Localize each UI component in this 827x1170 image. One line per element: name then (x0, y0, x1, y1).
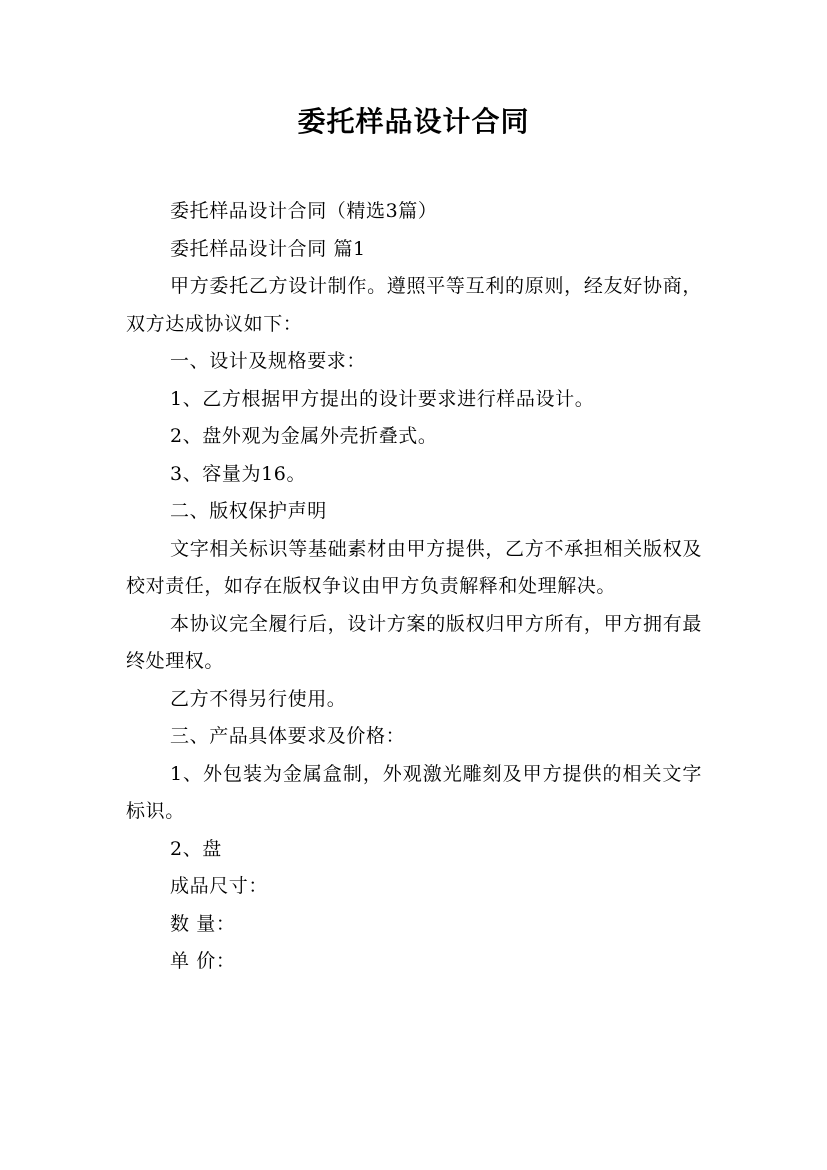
paragraph-item: 2、盘 (170, 837, 222, 860)
paragraph-copyright: 本协议完全履行后，设计方案的版权归甲方所有，甲方拥有最终处理权。 (126, 612, 702, 672)
paragraph-field: 单 价： (170, 950, 236, 972)
paragraph-item: 3、容量为16。 (170, 462, 307, 485)
document-title: 委托样品设计合同 (297, 105, 530, 138)
paragraph-intro: 甲方委托乙方设计制作。遵照平等互利的原则，经友好协商，双方达成协议如下： (126, 275, 702, 335)
paragraph-heading-design: 一、设计及规格要求： (170, 350, 367, 372)
paragraph-item: 2、盘外观为金属外壳折叠式。 (170, 425, 438, 447)
paragraph-item: 1、外包装为金属盒制，外观激光雕刻及甲方提供的相关文字标识。 (126, 762, 702, 822)
paragraph-item: 1、乙方根据甲方提出的设计要求进行样品设计。 (170, 387, 595, 410)
paragraph-field: 成品尺寸： (170, 875, 269, 897)
paragraph-copyright: 乙方不得另行使用。 (170, 687, 347, 710)
paragraph-heading-copyright: 二、版权保护声明 (170, 500, 327, 522)
paragraph-field: 数 量： (170, 912, 236, 935)
paragraph-heading-product: 三、产品具体要求及价格： (170, 725, 406, 747)
paragraph-section-heading: 委托样品设计合同 篇1 (170, 237, 366, 260)
paragraph-copyright: 文字相关标识等基础素材由甲方提供，乙方不承担相关版权及校对责任，如存在版权争议由甲方负责解释和处理解决。 (126, 537, 702, 597)
document-body (126, 193, 702, 981)
paragraph-subtitle: 委托样品设计合同（精选3篇） (170, 200, 438, 222)
